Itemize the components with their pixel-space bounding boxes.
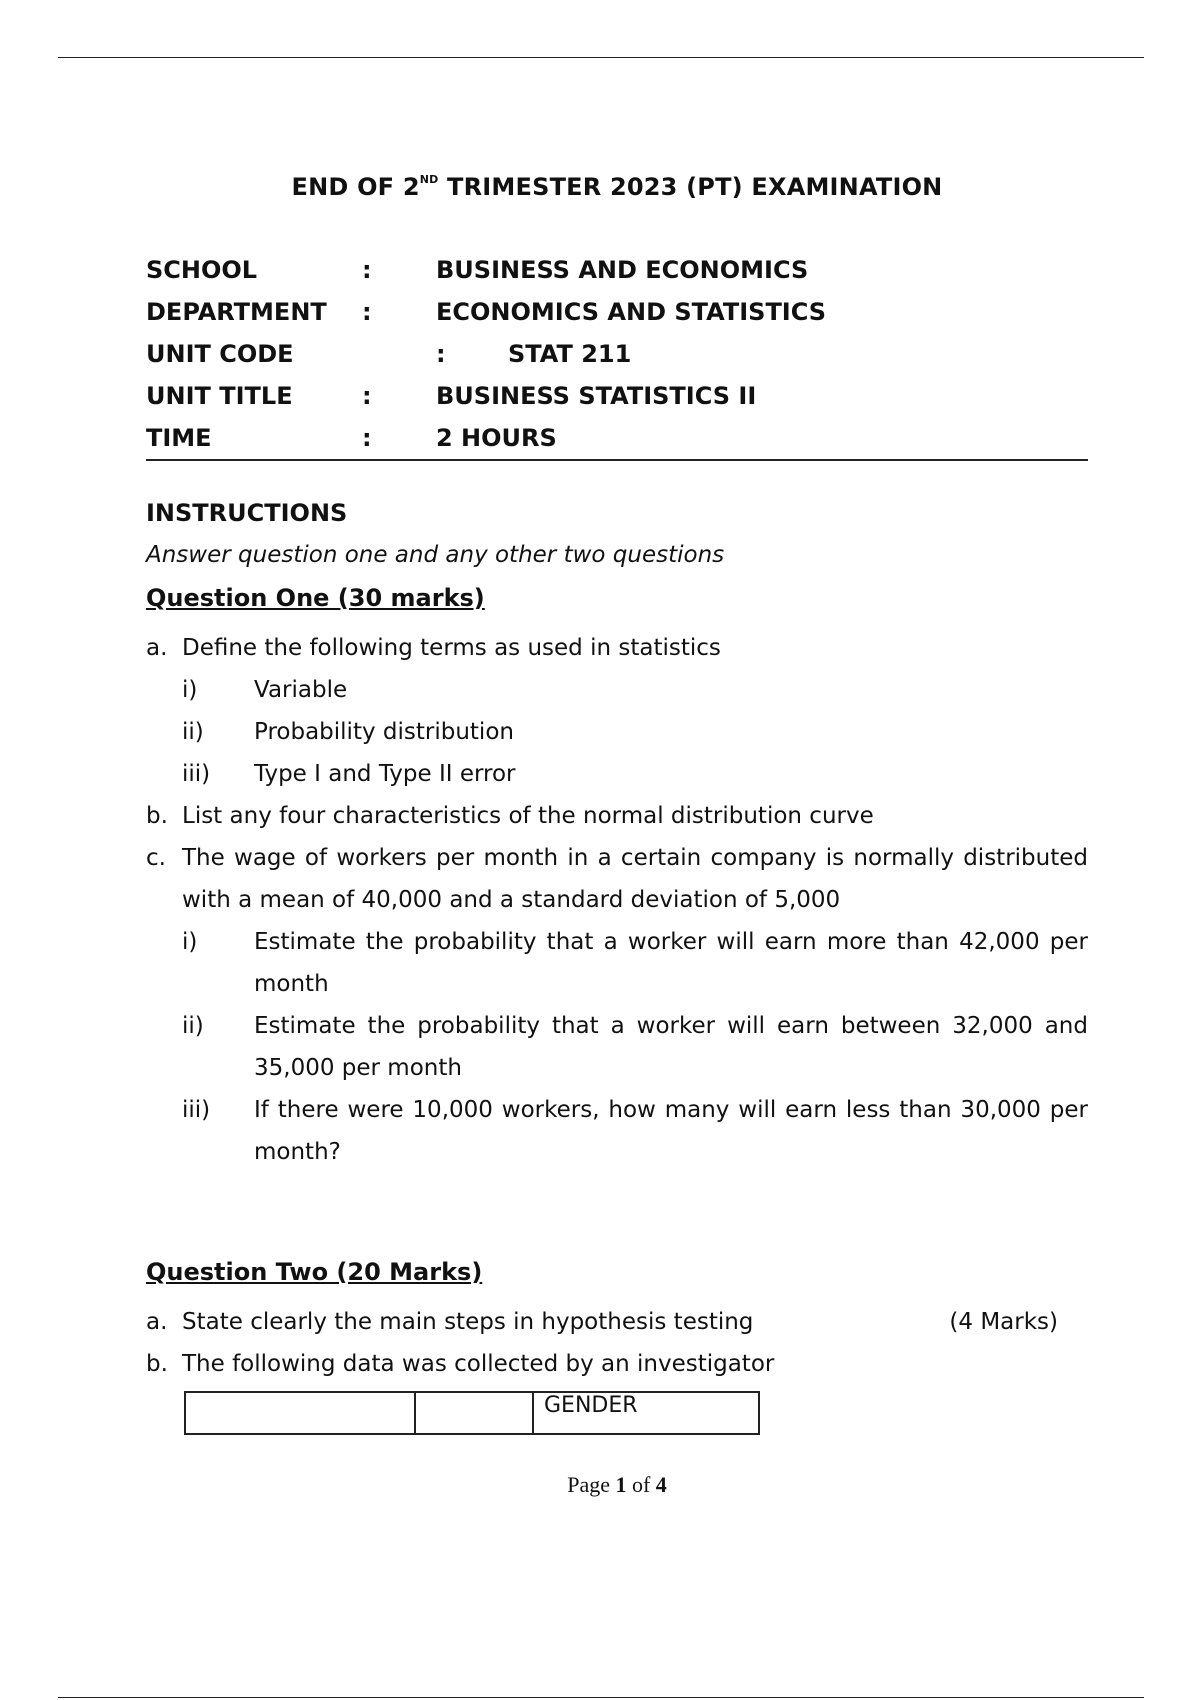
item-text: Define the following terms as used in statistics [182, 635, 721, 661]
table-cell [185, 1392, 415, 1434]
header-colon: : [436, 340, 446, 368]
item-text: List any four characteristics of the normal distribution curve [182, 803, 874, 829]
sub-item-label: iii) [182, 761, 211, 787]
sub-item [146, 1005, 1088, 1089]
sub-item-text: Estimate the probability that a worker will earn more than 42,000 per month [254, 929, 1088, 997]
question-one-part-a [146, 627, 1088, 669]
header-label: DEPARTMENT [146, 298, 327, 326]
question-two-part-a [146, 1301, 1088, 1343]
sub-item-text: If there were 10,000 workers, how many will earn less than 30,000 per month? [254, 1097, 1088, 1165]
sub-item-text: Estimate the probability that a worker will earn between 32,000 and 35,000 per month [254, 1013, 1088, 1081]
item-label: b. [146, 1351, 168, 1377]
item-label: a. [146, 635, 168, 661]
instructions-text: Answer question one and any other two questions [146, 542, 725, 568]
header-label: UNIT TITLE [146, 382, 293, 410]
top-rule [58, 57, 1144, 58]
exam-title: END OF 2ND TRIMESTER 2023 (PT) EXAMINATION [291, 173, 943, 201]
header-row-department [146, 298, 1088, 340]
sub-item-label: ii) [182, 1013, 204, 1039]
exam-header-table [146, 256, 1088, 466]
sub-item [146, 1089, 1088, 1173]
sub-item-text: Probability distribution [254, 719, 514, 745]
data-table [184, 1391, 760, 1435]
header-label: UNIT CODE [146, 340, 294, 368]
header-value: BUSINESS STATISTICS II [436, 382, 757, 410]
item-label: c. [146, 845, 166, 871]
question-one-part-b [146, 795, 1088, 837]
header-value: STAT 211 [508, 340, 632, 368]
marks-label: (4 Marks) [949, 1309, 1058, 1335]
header-colon: : [362, 424, 372, 452]
question-one-part-c [146, 837, 1088, 921]
sub-item [146, 921, 1088, 1005]
table-cell [415, 1392, 533, 1434]
header-row-unit-code [146, 340, 1088, 382]
instructions-heading: INSTRUCTIONS [146, 499, 348, 527]
header-value: ECONOMICS AND STATISTICS [436, 298, 827, 326]
exam-body [146, 499, 1088, 1435]
question-two-part-b [146, 1343, 1088, 1385]
question-two-heading: Question Two (20 Marks) [146, 1258, 483, 1286]
sub-item-text: Type I and Type II error [254, 761, 516, 787]
item-text: The following data was collected by an investigator [182, 1351, 775, 1377]
sub-item-label: iii) [182, 1097, 211, 1123]
item-text: The wage of workers per month in a certain company is normally distributed with a mean of 40,000 and a standard deviation of 5,000 [182, 845, 1088, 913]
header-row-unit-title [146, 382, 1088, 424]
header-label: SCHOOL [146, 256, 258, 284]
header-value: 2 HOURS [436, 424, 557, 452]
page-number: Page 1 of 4 [567, 1472, 667, 1497]
header-colon: : [362, 382, 372, 410]
sub-item [146, 669, 1088, 711]
sub-item [146, 753, 1088, 795]
bottom-rule [58, 1697, 1144, 1698]
sub-item [146, 711, 1088, 753]
sub-item-label: i) [182, 677, 198, 703]
question-one-heading: Question One (30 marks) [146, 584, 485, 612]
header-row-school [146, 256, 1088, 298]
header-value: BUSINESS AND ECONOMICS [436, 256, 809, 284]
header-label: TIME [146, 424, 212, 452]
sub-item-label: i) [182, 929, 198, 955]
table-cell-gender: GENDER [533, 1392, 759, 1434]
header-colon: : [362, 256, 372, 284]
sub-item-text: Variable [254, 677, 348, 703]
item-text: State clearly the main steps in hypothesis testing [182, 1309, 754, 1335]
sub-item-label: ii) [182, 719, 204, 745]
header-divider [146, 459, 1088, 461]
table-row [185, 1392, 759, 1434]
item-label: a. [146, 1309, 168, 1335]
header-colon: : [362, 298, 372, 326]
item-label: b. [146, 803, 168, 829]
